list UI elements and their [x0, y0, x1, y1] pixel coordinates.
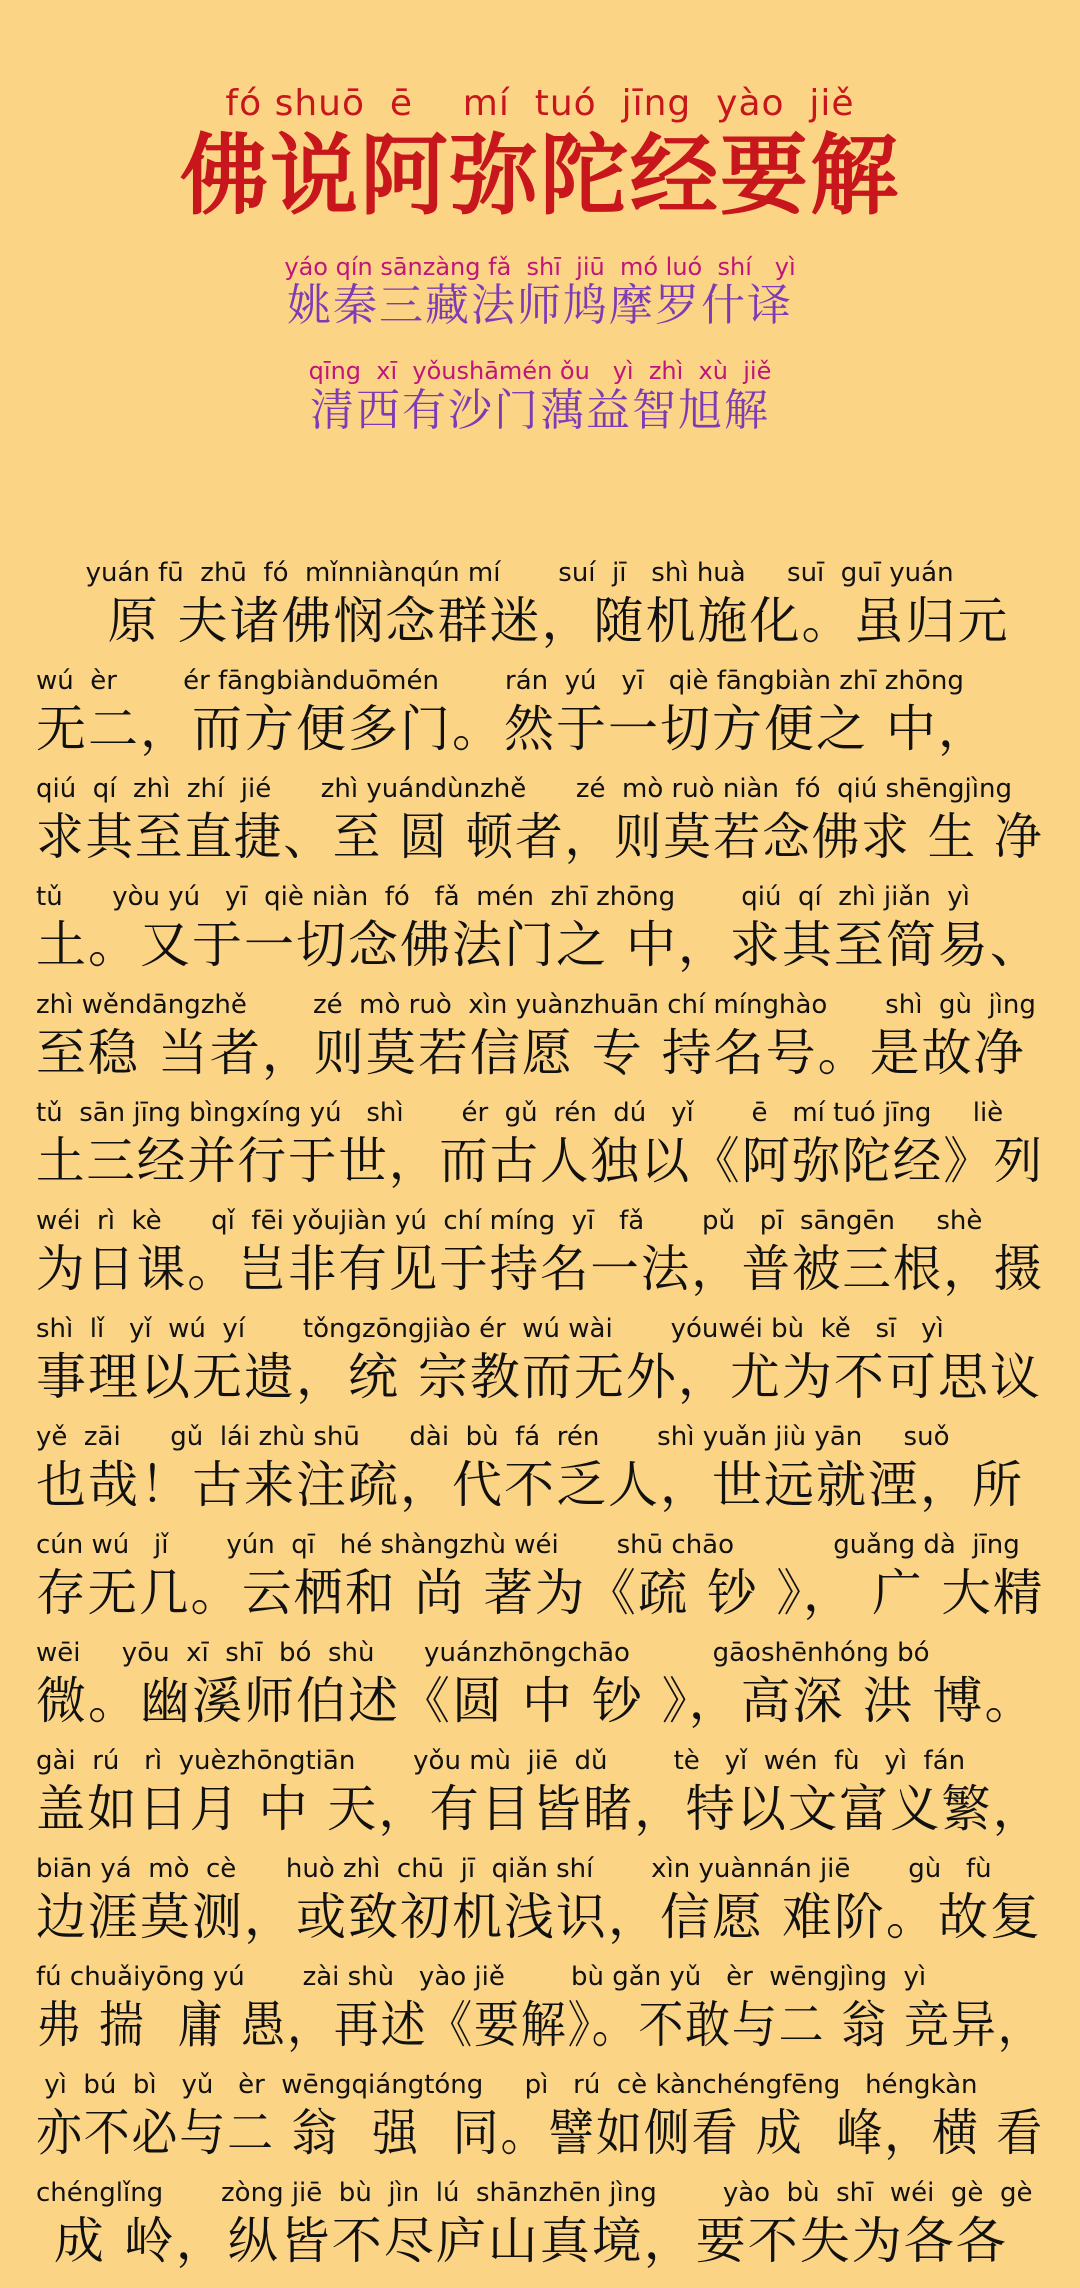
translator-credit: 姚秦三藏法师鸠摩罗什译 [287, 280, 793, 331]
line-pinyin: yě zāi gǔ lái zhù shū dài bù fá rén shì yuǎn jiù yān suǒ [36, 1422, 950, 1452]
line-text: 为日课。岂非有见于持名一法，普被三根，摄 [36, 1240, 1044, 1298]
line-text: 弗 揣 庸 愚，再述《要解》。不敢与二 翁 竞异， [36, 1996, 1045, 2054]
line-text: 盖如日月 中 天，有目皆睹，特以文富义繁， [36, 1780, 1044, 1838]
line-pinyin: yuán fū zhū fó mǐnniànqún mí suí jī shì huà suī guī yuán [36, 558, 954, 588]
text-line [0, 1316, 1080, 1424]
line-text: 求其至直捷、至 圆 顿者，则莫若念佛求 生 净 [36, 808, 1044, 866]
line-pinyin: wéi rì kè qǐ fēi yǒujiàn yú chí míng yī fǎ pǔ pī sāngēn shè [36, 1206, 983, 1236]
line-pinyin: chénglǐng zòng jiē bù jìn lú shānzhēn jìng yào bù shī wéi gè gè [36, 2178, 1033, 2208]
line-text: 成 岭，纵皆不尽庐山真境，要不失为各各 [36, 2212, 1008, 2270]
line-pinyin: wú èr ér fāngbiànduōmén rán yú yī qiè fāngbiàn zhī zhōng [36, 666, 964, 696]
commentator-pinyin: qīng xī yǒushāmén ǒu yì zhì xù jiě [308, 357, 772, 385]
text-line [0, 1856, 1080, 1964]
text-line [0, 1100, 1080, 1208]
line-text: 事理以无遗，统 宗教而无外，尤为不可思议 [36, 1348, 1042, 1406]
line-text: 也哉！古来注疏，代不乏人，世远就湮，所 [36, 1456, 1024, 1514]
line-pinyin: zhì wěndāngzhě zé mò ruò xìn yuànzhuān chí mínghào shì gù jìng [36, 990, 1036, 1020]
text-line [0, 776, 1080, 884]
line-pinyin: biān yá mò cè huò zhì chū jī qiǎn shí xìn yuànnán jiē gù fù [36, 1854, 992, 1884]
text-line [0, 560, 1080, 668]
line-pinyin: tǔ yòu yú yī qiè niàn fó fǎ mén zhī zhōng qiú qí zhì jiǎn yì [36, 882, 970, 912]
line-pinyin: shì lǐ yǐ wú yí tǒngzōngjiào ér wú wài yóuwéi bù kě sī yì [36, 1314, 944, 1344]
text-line [0, 2180, 1080, 2288]
line-text: 土。又于一切念佛法门之 中，求其至简易、 [36, 916, 1042, 974]
line-pinyin: qiú qí zhì zhí jié zhì yuándùnzhě zé mò ruò niàn fó qiú shēngjìng [36, 774, 1012, 804]
text-line [0, 1208, 1080, 1316]
line-pinyin: tǔ sān jīng bìngxíng yú shì ér gǔ rén dú yǐ ē mí tuó jīng liè [36, 1098, 1004, 1128]
line-text: 至稳 当者，则莫若信愿 专 持名号。是故净 [36, 1024, 1026, 1082]
line-text: 亦不必与二 翁 强 同。譬如侧看 成 峰，横 看 [36, 2104, 1045, 2162]
commentator-credit: 清西有沙门蕅益智旭解 [310, 385, 770, 436]
line-text: 原 夫诸佛悯念群迷，随机施化。虽归元 [36, 592, 1010, 650]
text-line [0, 668, 1080, 776]
line-text: 微。幽溪师伯述《圆 中 钞 》，高深 洪 博。 [36, 1672, 1037, 1730]
text-line [0, 1640, 1080, 1748]
translator-pinyin: yáo qín sānzàng fǎ shī jiū mó luó shí yì [284, 253, 796, 281]
text-line [0, 992, 1080, 1100]
line-text: 存无几。云栖和 尚 著为《疏 钞 》， 广 大精 [36, 1564, 1045, 1622]
line-pinyin: gài rú rì yuèzhōngtiān yǒu mù jiē dǔ tè yǐ wén fù yì fán [36, 1746, 966, 1776]
title-pinyin: fó shuō ē mí tuó jīng yào jiě [225, 83, 855, 124]
line-pinyin: cún wú jǐ yún qī hé shàngzhù wéi shū chāo guǎng dà jīng [36, 1530, 1020, 1560]
text-line [0, 884, 1080, 992]
line-text: 土三经并行于世，而古人独以《阿弥陀经》列 [36, 1132, 1044, 1190]
line-pinyin: wēi yōu xī shī bó shù yuánzhōngchāo gāoshēnhóng bó [36, 1638, 930, 1668]
text-line [0, 1748, 1080, 1856]
text-line [0, 1964, 1080, 2072]
text-body [0, 560, 1080, 2288]
line-text: 边涯莫测，或致初机浅识，信愿 难阶。故复 [36, 1888, 1042, 1946]
text-line [0, 1532, 1080, 1640]
text-line [0, 2072, 1080, 2180]
text-line [0, 1424, 1080, 1532]
line-pinyin: fú chuǎiyōng yú zài shù yào jiě bù gǎn yǔ èr wēngjìng yì [36, 1962, 927, 1992]
page-title: 佛说阿弥陀经要解 [179, 124, 900, 227]
line-pinyin: yì bú bì yǔ èr wēngqiángtóng pì rú cè kànchéngfēng héngkàn [36, 2070, 978, 2100]
line-text: 无二，而方便多门。然于一切方便之 中， [36, 700, 990, 758]
